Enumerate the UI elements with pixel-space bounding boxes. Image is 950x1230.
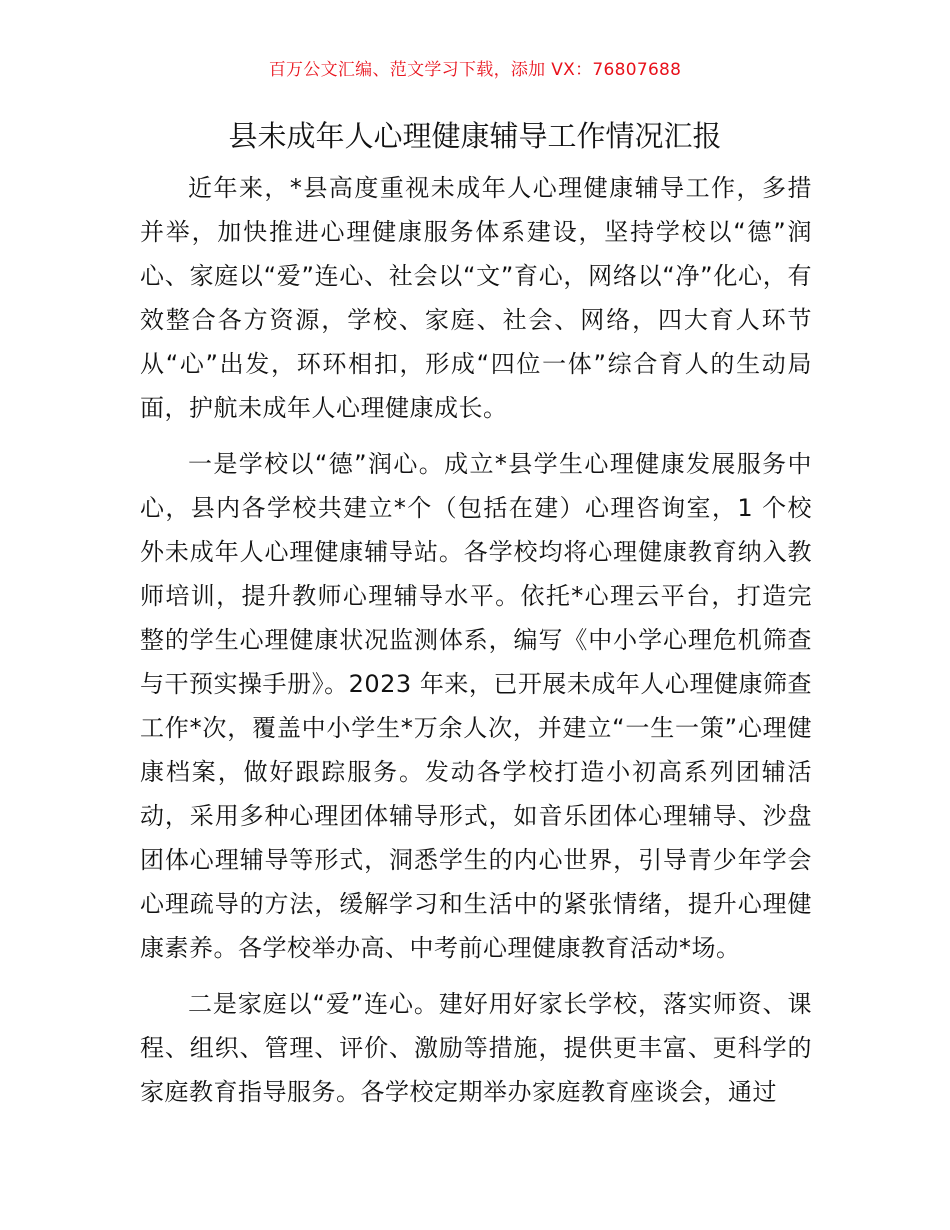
paragraph-family: 二是家庭以“爱”连心。建好用好家长学校，落实师资、课程、组织、管理、评价、激励等措施，提供更丰富、更科学的家庭教育指导服务。各学校定期举办家庭教育座谈会，通过 <box>140 990 812 1106</box>
paragraph-school: 一是学校以“德”润心。成立*县学生心理健康发展服务中心，县内各学校共建立*个（包括在建）心理咨询室，1 个校外未成年人心理健康辅导站。各学校均将心理健康教育纳入教师培训，提升教师心理辅导水平。依托*心理云平台，打造完整的学生心理健康状况监测体系，编写《中小学心理危机筛查与干预实操手册》。2023 年来，已开展未成年人心理健康筛查工作*次，覆盖中小学生*万余人次，并建立“一生一策”心理健康档案，做好跟踪服务。发动各学校打造小初高系列团辅活动，采用多种心理团体辅导形式，如音乐团体心理辅导、沙盘团体心理辅导等形式，洞悉学生的内心世界，引导青少年学会心理疏导的方法，缓解学习和生活中的紧张情绪，提升心理健康素养。各学校举办高、中考前心理健康教育活动*场。 <box>140 450 812 962</box>
page-title: 县未成年人心理健康辅导工作情况汇报 <box>228 119 722 153</box>
paragraph-intro: 近年来，*县高度重视未成年人心理健康辅导工作，多措并举，加快推进心理健康服务体系建设，坚持学校以“德”润心、家庭以“爱”连心、社会以“文”育心，网络以“净”化心，有效整合各方资源，学校、家庭、社会、网络，四大育人环节从“心”出发，环环相扣，形成“四位一体”综合育人的生动局面，护航未成年人心理健康成长。 <box>140 174 812 422</box>
header-watermark-text: 百万公文汇编、范文学习下载，添加 VX：76807688 <box>268 60 682 80</box>
document-body <box>140 166 812 1126</box>
